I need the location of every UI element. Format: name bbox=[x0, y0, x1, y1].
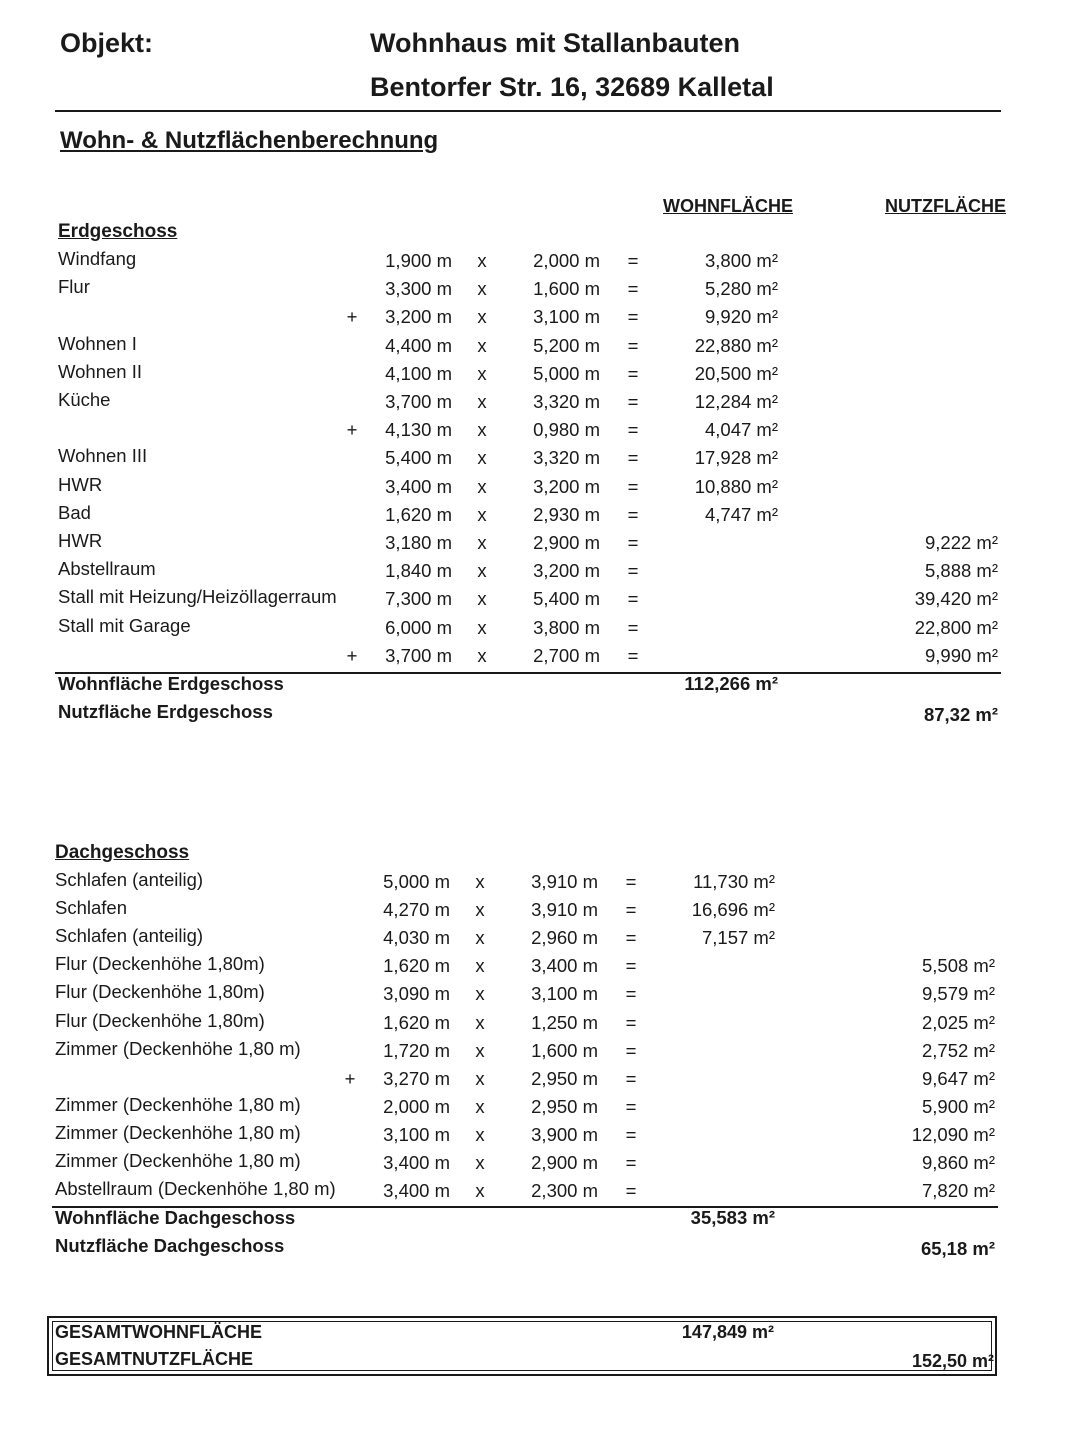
equals-sign: = bbox=[627, 250, 639, 271]
dachgeschoss-wohn-total-value: 35,583 m² bbox=[690, 1207, 775, 1228]
length-value: 4,270 m bbox=[383, 899, 450, 921]
wohnflaeche-value: 11,730 m² bbox=[693, 871, 775, 892]
times-sign: x bbox=[475, 1180, 485, 1202]
times-sign: x bbox=[475, 1095, 485, 1117]
erdgeschoss-row bbox=[0, 643, 1070, 671]
room-name: Flur (Deckenhöhe 1,80m) bbox=[55, 953, 265, 975]
length-value: 3,100 m bbox=[383, 1123, 450, 1145]
length-value: 1,620 m bbox=[385, 503, 452, 525]
erdgeschoss-row bbox=[0, 304, 1070, 332]
nutzflaeche-value: 12,090 m² bbox=[911, 1123, 995, 1145]
erdgeschoss-row bbox=[0, 389, 1070, 417]
room-name: Flur (Deckenhöhe 1,80m) bbox=[55, 1009, 265, 1031]
erdgeschoss-row bbox=[0, 445, 1070, 473]
length-value: 1,620 m bbox=[383, 955, 450, 977]
times-sign: x bbox=[477, 362, 487, 384]
width-value: 2,930 m bbox=[533, 503, 600, 525]
times-sign: x bbox=[477, 588, 487, 610]
gesamt-wohn-value: 147,849 m² bbox=[681, 1322, 774, 1342]
equals-sign: = bbox=[625, 1039, 637, 1061]
room-name: Schlafen bbox=[55, 897, 127, 919]
nutzflaeche-value: 9,579 m² bbox=[921, 983, 995, 1005]
section-title-dachgeschoss: Dachgeschoss bbox=[55, 842, 190, 863]
room-name: Stall mit Heizung/Heizöllagerraum bbox=[58, 586, 337, 608]
length-value: 4,100 m bbox=[385, 362, 452, 384]
wohnflaeche-value: 5,280 m² bbox=[704, 278, 778, 300]
width-value: 1,600 m bbox=[533, 278, 600, 300]
width-value: 2,960 m bbox=[531, 927, 598, 949]
nutzflaeche-value: 9,647 m² bbox=[921, 1067, 995, 1089]
length-value: 1,720 m bbox=[383, 1039, 450, 1061]
dachgeschoss-row bbox=[0, 1010, 1070, 1038]
width-value: 5,200 m bbox=[533, 334, 600, 356]
dachgeschoss-row bbox=[0, 1094, 1070, 1122]
width-value: 2,000 m bbox=[533, 250, 600, 271]
equals-sign: = bbox=[627, 588, 639, 610]
equals-sign: = bbox=[627, 475, 639, 497]
length-value: 3,180 m bbox=[385, 532, 452, 553]
wohnflaeche-value: 4,047 m² bbox=[704, 419, 778, 441]
equals-sign: = bbox=[627, 616, 639, 638]
erdgeschoss-row bbox=[0, 361, 1070, 389]
length-value: 5,000 m bbox=[383, 871, 450, 892]
width-value: 2,700 m bbox=[533, 644, 600, 666]
times-sign: x bbox=[475, 871, 485, 892]
nutzflaeche-value: 9,990 m² bbox=[924, 644, 998, 666]
dachgeschoss-nutz-total-label: Nutzfläche Dachgeschoss bbox=[55, 1235, 285, 1256]
section-title-erdgeschoss: Erdgeschoss bbox=[58, 221, 178, 242]
wohnflaeche-value: 17,928 m² bbox=[694, 447, 778, 469]
equals-sign: = bbox=[627, 447, 639, 469]
times-sign: x bbox=[475, 1011, 485, 1033]
dachgeschoss-row bbox=[0, 869, 1070, 897]
length-value: 3,270 m bbox=[383, 1067, 450, 1089]
width-value: 3,320 m bbox=[533, 447, 600, 469]
width-value: 2,900 m bbox=[533, 532, 600, 553]
erdgeschoss-row bbox=[0, 615, 1070, 643]
plus-sign: + bbox=[344, 1067, 356, 1089]
room-name: Flur bbox=[58, 276, 90, 298]
equals-sign: = bbox=[625, 1067, 637, 1089]
equals-sign: = bbox=[627, 419, 639, 441]
erdgeschoss-row bbox=[0, 586, 1070, 614]
room-name: Schlafen (anteilig) bbox=[55, 925, 204, 947]
width-value: 1,600 m bbox=[531, 1039, 598, 1061]
width-value: 3,400 m bbox=[531, 955, 598, 977]
length-value: 3,090 m bbox=[383, 983, 450, 1005]
times-sign: x bbox=[475, 983, 485, 1005]
dachgeschoss-wohn-total-row bbox=[0, 1207, 1070, 1235]
times-sign: x bbox=[475, 899, 485, 921]
width-value: 3,910 m bbox=[531, 899, 598, 921]
wohnflaeche-value: 7,157 m² bbox=[701, 927, 775, 949]
dachgeschoss-wohn-total-label: Wohnfläche Dachgeschoss bbox=[55, 1207, 296, 1228]
equals-sign: = bbox=[627, 560, 639, 582]
equals-sign: = bbox=[627, 334, 639, 356]
equals-sign: = bbox=[627, 362, 639, 384]
room-name: Schlafen (anteilig) bbox=[55, 869, 204, 890]
times-sign: x bbox=[475, 955, 485, 977]
room-name: Zimmer (Deckenhöhe 1,80 m) bbox=[55, 1121, 301, 1143]
erdgeschoss-nutz-total-row bbox=[0, 701, 1070, 729]
length-value: 6,000 m bbox=[385, 616, 452, 638]
gesamt-nutz-value: 152,50 m² bbox=[911, 1351, 994, 1371]
width-value: 3,900 m bbox=[531, 1123, 598, 1145]
erdgeschoss-row bbox=[0, 248, 1070, 276]
room-name: Bad bbox=[58, 501, 91, 523]
times-sign: x bbox=[477, 532, 487, 553]
width-value: 3,800 m bbox=[533, 616, 600, 638]
object-label: Objekt: bbox=[60, 28, 154, 58]
erdgeschoss-row bbox=[0, 417, 1070, 445]
room-name: Küche bbox=[58, 389, 111, 410]
dachgeschoss-nutz-total-value: 65,18 m² bbox=[920, 1238, 995, 1259]
erdgeschoss-nutz-total-value: 87,32 m² bbox=[923, 704, 998, 725]
nutzflaeche-value: 5,900 m² bbox=[921, 1095, 995, 1117]
length-value: 3,400 m bbox=[383, 1180, 450, 1202]
length-value: 2,000 m bbox=[383, 1095, 450, 1117]
equals-sign: = bbox=[625, 927, 637, 949]
room-name: Zimmer (Deckenhöhe 1,80 m) bbox=[55, 1150, 301, 1171]
length-value: 3,700 m bbox=[385, 644, 452, 666]
times-sign: x bbox=[475, 1152, 485, 1173]
times-sign: x bbox=[477, 475, 487, 497]
dachgeschoss-row bbox=[0, 953, 1070, 981]
width-value: 5,400 m bbox=[533, 588, 600, 610]
erdgeschoss-row bbox=[0, 502, 1070, 530]
length-value: 3,700 m bbox=[385, 391, 452, 412]
erdgeschoss-row bbox=[0, 333, 1070, 361]
dachgeschoss-row bbox=[0, 925, 1070, 953]
length-value: 4,400 m bbox=[385, 334, 452, 356]
dachgeschoss-row bbox=[0, 981, 1070, 1009]
dachgeschoss-row bbox=[0, 897, 1070, 925]
dachgeschoss-row bbox=[0, 1066, 1070, 1094]
equals-sign: = bbox=[625, 1152, 637, 1173]
width-value: 2,950 m bbox=[531, 1067, 598, 1089]
nutzflaeche-value: 9,222 m² bbox=[924, 532, 998, 553]
dachgeschoss-row bbox=[0, 1038, 1070, 1066]
room-name: Flur (Deckenhöhe 1,80m) bbox=[55, 981, 265, 1003]
times-sign: x bbox=[477, 278, 487, 300]
plus-sign: + bbox=[346, 306, 358, 328]
nutzflaeche-value: 2,025 m² bbox=[921, 1011, 995, 1033]
equals-sign: = bbox=[625, 1180, 637, 1202]
times-sign: x bbox=[475, 1123, 485, 1145]
nutzflaeche-value: 5,888 m² bbox=[924, 560, 998, 582]
column-header-nutzflaeche: NUTZFLÄCHE bbox=[885, 196, 1006, 216]
wohnflaeche-value: 22,880 m² bbox=[694, 334, 778, 356]
document-title: Wohn- & Nutzflächenberechnung bbox=[60, 127, 439, 154]
erdgeschoss-wohn-total-label: Wohnfläche Erdgeschoss bbox=[58, 673, 284, 694]
width-value: 3,320 m bbox=[533, 391, 600, 412]
width-value: 3,200 m bbox=[533, 475, 600, 497]
room-name: Windfang bbox=[58, 248, 137, 269]
equals-sign: = bbox=[625, 983, 637, 1005]
dachgeschoss-row bbox=[0, 1122, 1070, 1150]
equals-sign: = bbox=[627, 391, 639, 412]
equals-sign: = bbox=[627, 503, 639, 525]
width-value: 3,910 m bbox=[531, 871, 598, 892]
times-sign: x bbox=[477, 644, 487, 666]
wohnflaeche-value: 16,696 m² bbox=[691, 899, 775, 921]
room-name: Stall mit Garage bbox=[58, 614, 191, 636]
nutzflaeche-value: 2,752 m² bbox=[921, 1039, 995, 1061]
nutzflaeche-value: 7,820 m² bbox=[921, 1180, 995, 1202]
nutzflaeche-value: 39,420 m² bbox=[914, 588, 998, 610]
wohnflaeche-value: 12,284 m² bbox=[694, 391, 778, 412]
width-value: 3,200 m bbox=[533, 560, 600, 582]
equals-sign: = bbox=[627, 532, 639, 553]
times-sign: x bbox=[475, 1067, 485, 1089]
width-value: 5,000 m bbox=[533, 362, 600, 384]
length-value: 1,840 m bbox=[385, 560, 452, 582]
times-sign: x bbox=[477, 560, 487, 582]
room-name: HWR bbox=[58, 530, 103, 551]
room-name: Abstellraum (Deckenhöhe 1,80 m) bbox=[55, 1178, 336, 1200]
times-sign: x bbox=[475, 927, 485, 949]
width-value: 1,250 m bbox=[531, 1011, 598, 1033]
wohnflaeche-value: 3,800 m² bbox=[704, 250, 778, 271]
wohnflaeche-value: 4,747 m² bbox=[704, 503, 778, 525]
plus-sign: + bbox=[346, 644, 358, 666]
object-address: Bentorfer Str. 16, 32689 Kalletal bbox=[370, 72, 774, 102]
room-name: Wohnen II bbox=[58, 360, 142, 382]
times-sign: x bbox=[475, 1039, 485, 1061]
erdgeschoss-wohn-total-value: 112,266 m² bbox=[684, 673, 778, 694]
length-value: 3,400 m bbox=[385, 475, 452, 497]
room-name: HWR bbox=[58, 473, 103, 495]
width-value: 2,950 m bbox=[531, 1095, 598, 1117]
width-value: 0,980 m bbox=[533, 419, 600, 441]
times-sign: x bbox=[477, 334, 487, 356]
times-sign: x bbox=[477, 447, 487, 469]
header-rule bbox=[55, 110, 1001, 112]
wohnflaeche-value: 9,920 m² bbox=[704, 306, 778, 328]
dachgeschoss-row bbox=[0, 1150, 1070, 1178]
object-name: Wohnhaus mit Stallanbauten bbox=[370, 28, 741, 58]
length-value: 3,200 m bbox=[385, 306, 452, 328]
times-sign: x bbox=[477, 306, 487, 328]
gesamt-nutz-label: GESAMTNUTZFLÄCHE bbox=[55, 1349, 253, 1369]
times-sign: x bbox=[477, 250, 487, 271]
width-value: 3,100 m bbox=[531, 983, 598, 1005]
wohnflaeche-value: 20,500 m² bbox=[694, 362, 778, 384]
equals-sign: = bbox=[625, 955, 637, 977]
gesamt-wohn-label: GESAMTWOHNFLÄCHE bbox=[55, 1322, 262, 1342]
room-name: Wohnen I bbox=[58, 332, 137, 354]
width-value: 2,300 m bbox=[531, 1180, 598, 1202]
equals-sign: = bbox=[627, 278, 639, 300]
length-value: 1,900 m bbox=[385, 250, 452, 271]
times-sign: x bbox=[477, 503, 487, 525]
room-name: Zimmer (Deckenhöhe 1,80 m) bbox=[55, 1093, 301, 1115]
length-value: 3,400 m bbox=[383, 1152, 450, 1173]
times-sign: x bbox=[477, 616, 487, 638]
erdgeschoss-row bbox=[0, 558, 1070, 586]
erdgeschoss-wohn-total-row bbox=[0, 673, 1070, 701]
equals-sign: = bbox=[625, 899, 637, 921]
equals-sign: = bbox=[625, 1095, 637, 1117]
plus-sign: + bbox=[346, 419, 358, 441]
room-name: Wohnen III bbox=[58, 445, 148, 467]
length-value: 4,030 m bbox=[383, 927, 450, 949]
length-value: 5,400 m bbox=[385, 447, 452, 469]
erdgeschoss-nutz-total-label: Nutzfläche Erdgeschoss bbox=[58, 701, 273, 722]
nutzflaeche-value: 22,800 m² bbox=[914, 616, 998, 638]
erdgeschoss-row bbox=[0, 276, 1070, 304]
length-value: 1,620 m bbox=[383, 1011, 450, 1033]
dachgeschoss-row bbox=[0, 1178, 1070, 1206]
times-sign: x bbox=[477, 419, 487, 441]
nutzflaeche-value: 9,860 m² bbox=[921, 1152, 995, 1173]
equals-sign: = bbox=[625, 1011, 637, 1033]
erdgeschoss-row bbox=[0, 474, 1070, 502]
wohnflaeche-value: 10,880 m² bbox=[694, 475, 778, 497]
equals-sign: = bbox=[627, 306, 639, 328]
equals-sign: = bbox=[625, 1123, 637, 1145]
width-value: 3,100 m bbox=[533, 306, 600, 328]
room-name: Zimmer (Deckenhöhe 1,80 m) bbox=[55, 1037, 301, 1059]
column-header-wohnflaeche: WOHNFLÄCHE bbox=[663, 196, 793, 216]
equals-sign: = bbox=[627, 644, 639, 666]
erdgeschoss-row bbox=[0, 530, 1070, 558]
room-name: Abstellraum bbox=[58, 558, 156, 580]
length-value: 7,300 m bbox=[385, 588, 452, 610]
equals-sign: = bbox=[625, 871, 637, 892]
width-value: 2,900 m bbox=[531, 1152, 598, 1173]
nutzflaeche-value: 5,508 m² bbox=[921, 955, 995, 977]
dachgeschoss-nutz-total-row bbox=[0, 1235, 1070, 1263]
length-value: 4,130 m bbox=[385, 419, 452, 441]
length-value: 3,300 m bbox=[385, 278, 452, 300]
times-sign: x bbox=[477, 391, 487, 412]
